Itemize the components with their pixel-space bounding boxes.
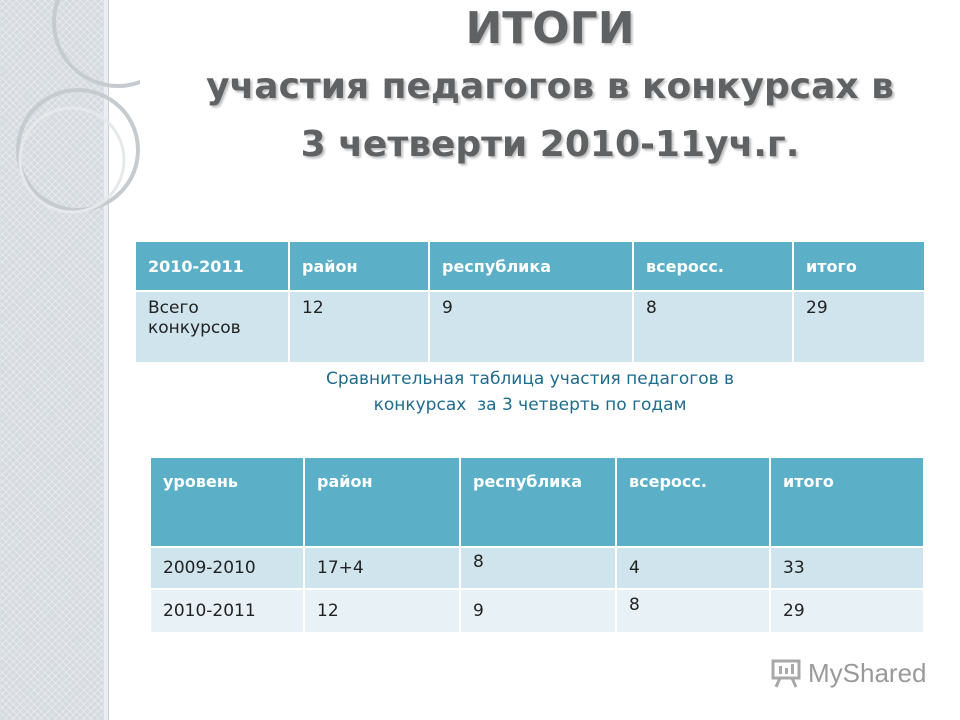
header-cell: всеросс.	[616, 457, 770, 547]
header-cell: всеросс.	[633, 241, 793, 291]
slide-title	[150, 0, 950, 174]
table-cell: 9	[460, 589, 616, 633]
table-cell: 12	[289, 291, 429, 363]
comparison-caption	[250, 366, 810, 418]
table-cell: Всего конкурсов	[135, 291, 289, 363]
table-cell: 12	[304, 589, 460, 633]
brand-name: MyShared	[808, 657, 927, 688]
table-cell: 4	[616, 547, 770, 589]
header-cell: республика	[429, 241, 633, 291]
table-cell	[460, 547, 616, 589]
header-cell: район	[289, 241, 429, 291]
caption-line-2: конкурсах за 3 четверть по годам	[373, 395, 687, 415]
table-cell: 2009-2010	[150, 547, 304, 589]
caption-line-1: Сравнительная таблица участия педагогов в	[325, 369, 735, 389]
header-cell: итого	[793, 241, 925, 291]
table-cell: 29	[793, 291, 925, 363]
title-line-3: 3 четверти 2010-11уч.г.	[300, 124, 800, 165]
header-cell: уровень	[150, 457, 304, 547]
table-cell: 2010-2011	[150, 589, 304, 633]
table-cell: 8	[633, 291, 793, 363]
table-cell: 9	[429, 291, 633, 363]
decorative-rings	[0, 0, 140, 260]
myshared-logo	[770, 655, 927, 691]
table-row	[150, 589, 924, 633]
header-cell: республика	[460, 457, 616, 547]
cell-value: 8	[473, 552, 484, 572]
table-cell	[616, 589, 770, 633]
table-cell: 17+4	[304, 547, 460, 589]
title-line-2: участия педагогов в конкурсах в	[206, 66, 894, 107]
header-cell: 2010-2011	[135, 241, 289, 291]
table-cell: 33	[770, 547, 924, 589]
header-cell: район	[304, 457, 460, 547]
cell-value: 8	[629, 595, 640, 615]
presentation-board-icon	[770, 658, 802, 688]
totals-table	[134, 240, 926, 364]
table-cell: 29	[770, 589, 924, 633]
header-cell: итого	[770, 457, 924, 547]
table-header-row	[135, 241, 925, 291]
table-row	[135, 291, 925, 363]
comparison-table	[149, 456, 925, 634]
table-header-row	[150, 457, 924, 547]
table-row	[150, 547, 924, 589]
title-line-1: ИТОГИ	[465, 3, 635, 54]
